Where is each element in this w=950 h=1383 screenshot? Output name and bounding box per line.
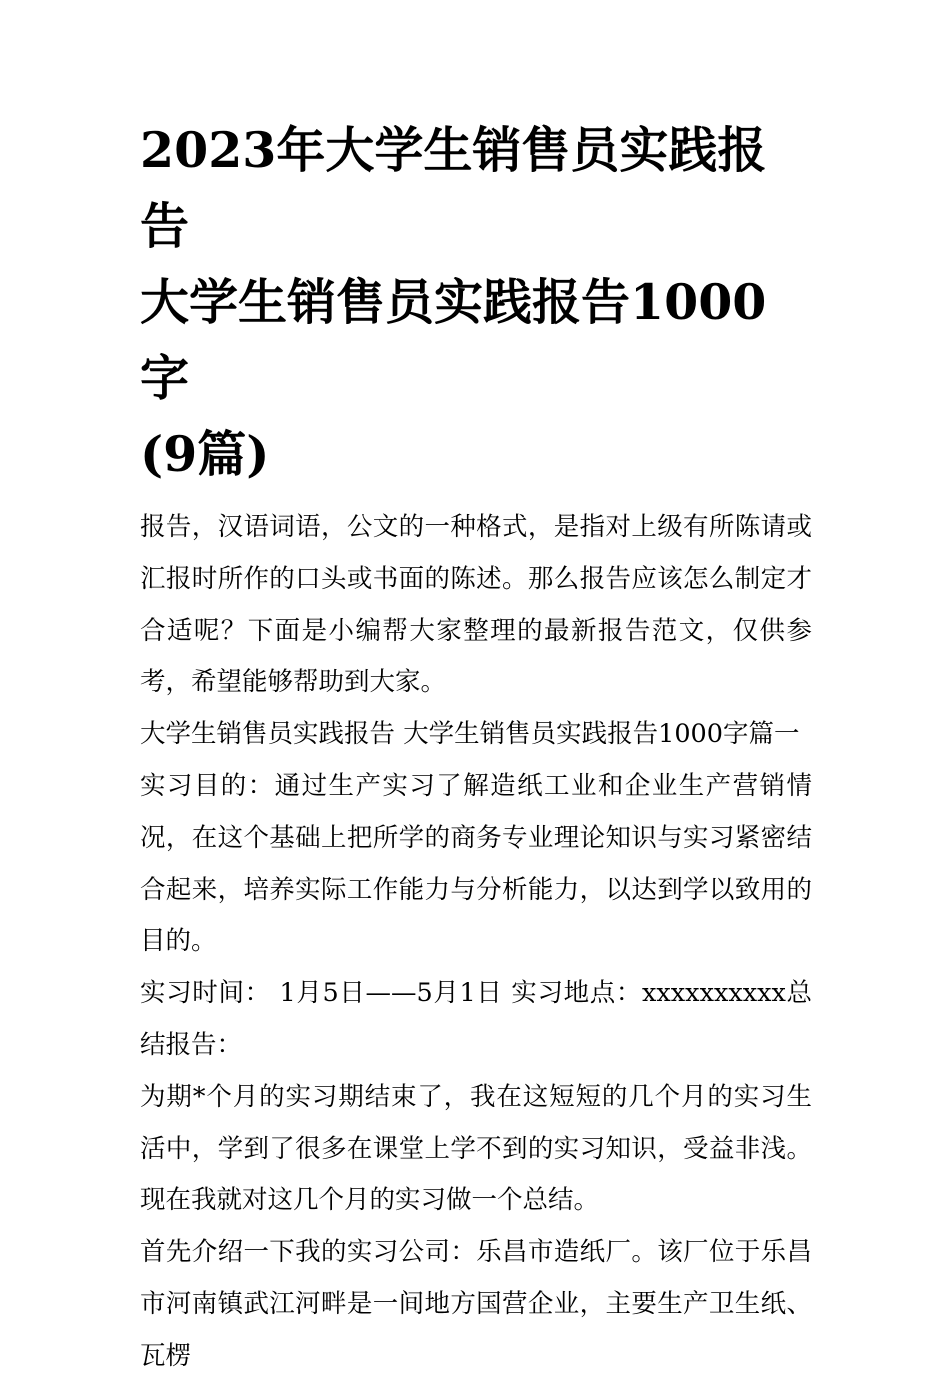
internship-time-paragraph: 实习时间： 1月5日——5月1日 实习地点：xxxxxxxxxx总结报告： xyxy=(140,978,812,1060)
summary-paragraph: 为期*个月的实习期结束了，我在这短短的几个月的实习生活中，学到了很多在课堂上学不到的实习知识，受益非浅。现在我就对这几个月的实习做一个总结。 xyxy=(140,1081,812,1216)
internship-purpose-paragraph: 实习目的：通过生产实习了解造纸工业和企业生产营销情况，在这个基础上把所学的商务专业理论知识与实习紧密结合起来，培养实际工作能力与分析能力，以达到学以致用的目的。 xyxy=(140,770,812,957)
section-heading: 大学生销售员实践报告 大学生销售员实践报告1000字篇一 xyxy=(140,719,800,750)
intro-paragraph: 报告，汉语词语，公文的一种格式，是指对上级有所陈请或汇报时所作的口头或书面的陈述。那么报告应该怎么制定才合适呢？下面是小编帮大家整理的最新报告范文，仅供参考，希望能够帮助到大家。 xyxy=(140,512,812,698)
document-title: 2023年大学生销售员实践报告 大学生销售员实践报告1000字 (9篇) xyxy=(140,121,767,483)
company-intro-paragraph: 首先介绍一下我的实习公司：乐昌市造纸厂。该厂位于乐昌市河南镇武江河畔是一间地方国营企业，主要生产卫生纸、瓦楞 xyxy=(140,1237,812,1371)
document-body xyxy=(140,112,812,1383)
